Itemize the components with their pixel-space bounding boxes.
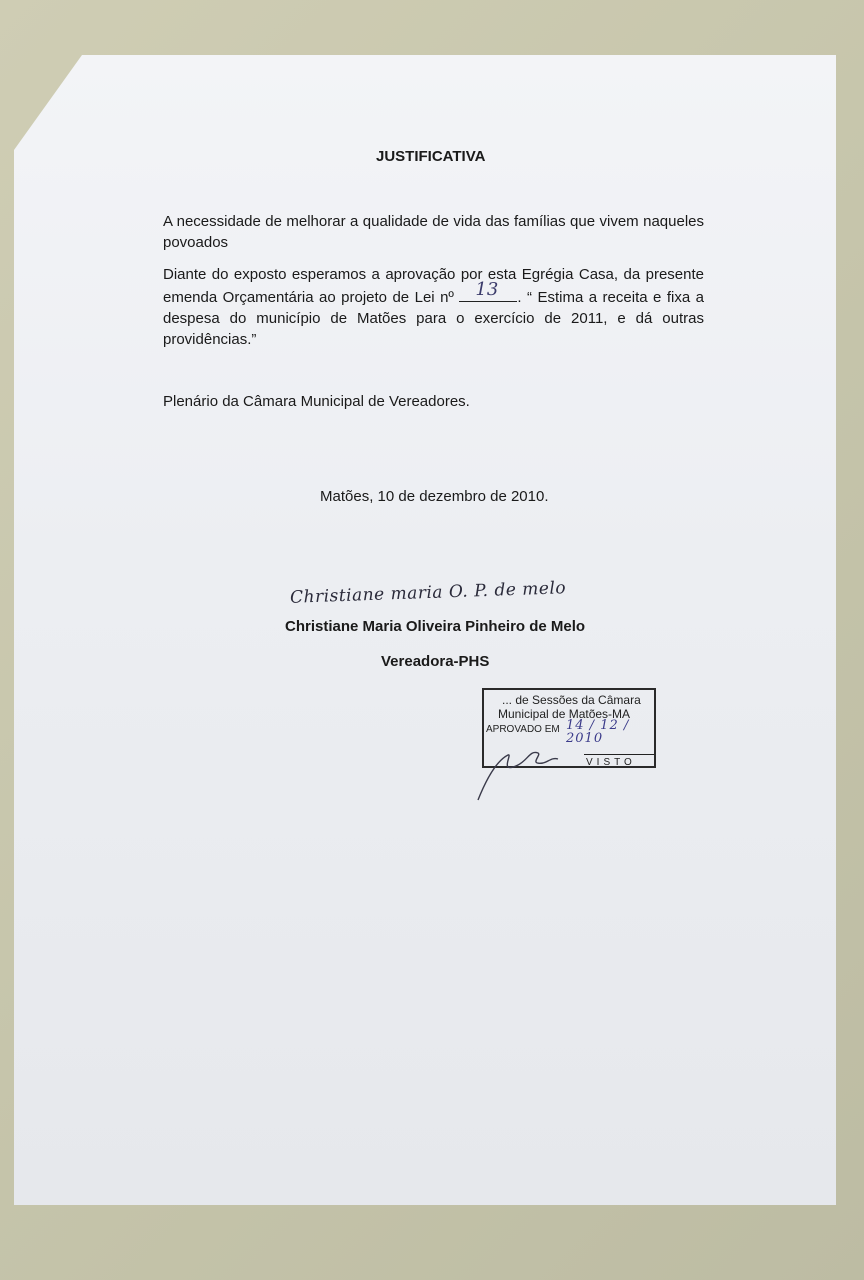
paragraph-approval (163, 264, 704, 350)
stamp-signature-scribble-icon (468, 735, 578, 805)
law-number: 13 (475, 279, 499, 300)
date-line: Matões, 10 de dezembro de 2010. (320, 488, 549, 505)
signer-name: Christiane Maria Oliveira Pinheiro de Melo (285, 618, 586, 635)
paragraph-need: A necessidade de melhorar a qualidade de vida das famílias que vivem naqueles povoados (163, 213, 704, 251)
plenario-line: Plenário da Câmara Municipal de Vereadores. (163, 393, 470, 410)
stamp-visto-line (584, 754, 654, 755)
law-number-field (459, 279, 517, 302)
document-title: JUSTIFICATIVA (376, 148, 486, 165)
stamp-approved-label: APROVADO EM (486, 724, 560, 735)
paragraph-approval-part2: . “ Estima a receita e fixa a despesa do município de Matões para o exercício de 2011, e dá outras providências.” (163, 289, 704, 348)
stamp-approved-date: 14 / 12 / 2010 (566, 718, 630, 746)
handwritten-signature: Christiane maria O. P. de melo (289, 578, 567, 608)
stamp-visto: VISTO (586, 757, 636, 768)
paragraph-approval-part1: Diante do exposto esperamos a aprovação por esta Egrégia Casa, da presente emenda Orçamentária ao projeto de Lei nº (163, 266, 704, 306)
stamp-line2: Municipal de Matões-MA (498, 707, 631, 721)
signer-role: Vereadora-PHS (381, 653, 490, 670)
stamp-line1: ... de Sessões da Câmara (502, 693, 641, 707)
